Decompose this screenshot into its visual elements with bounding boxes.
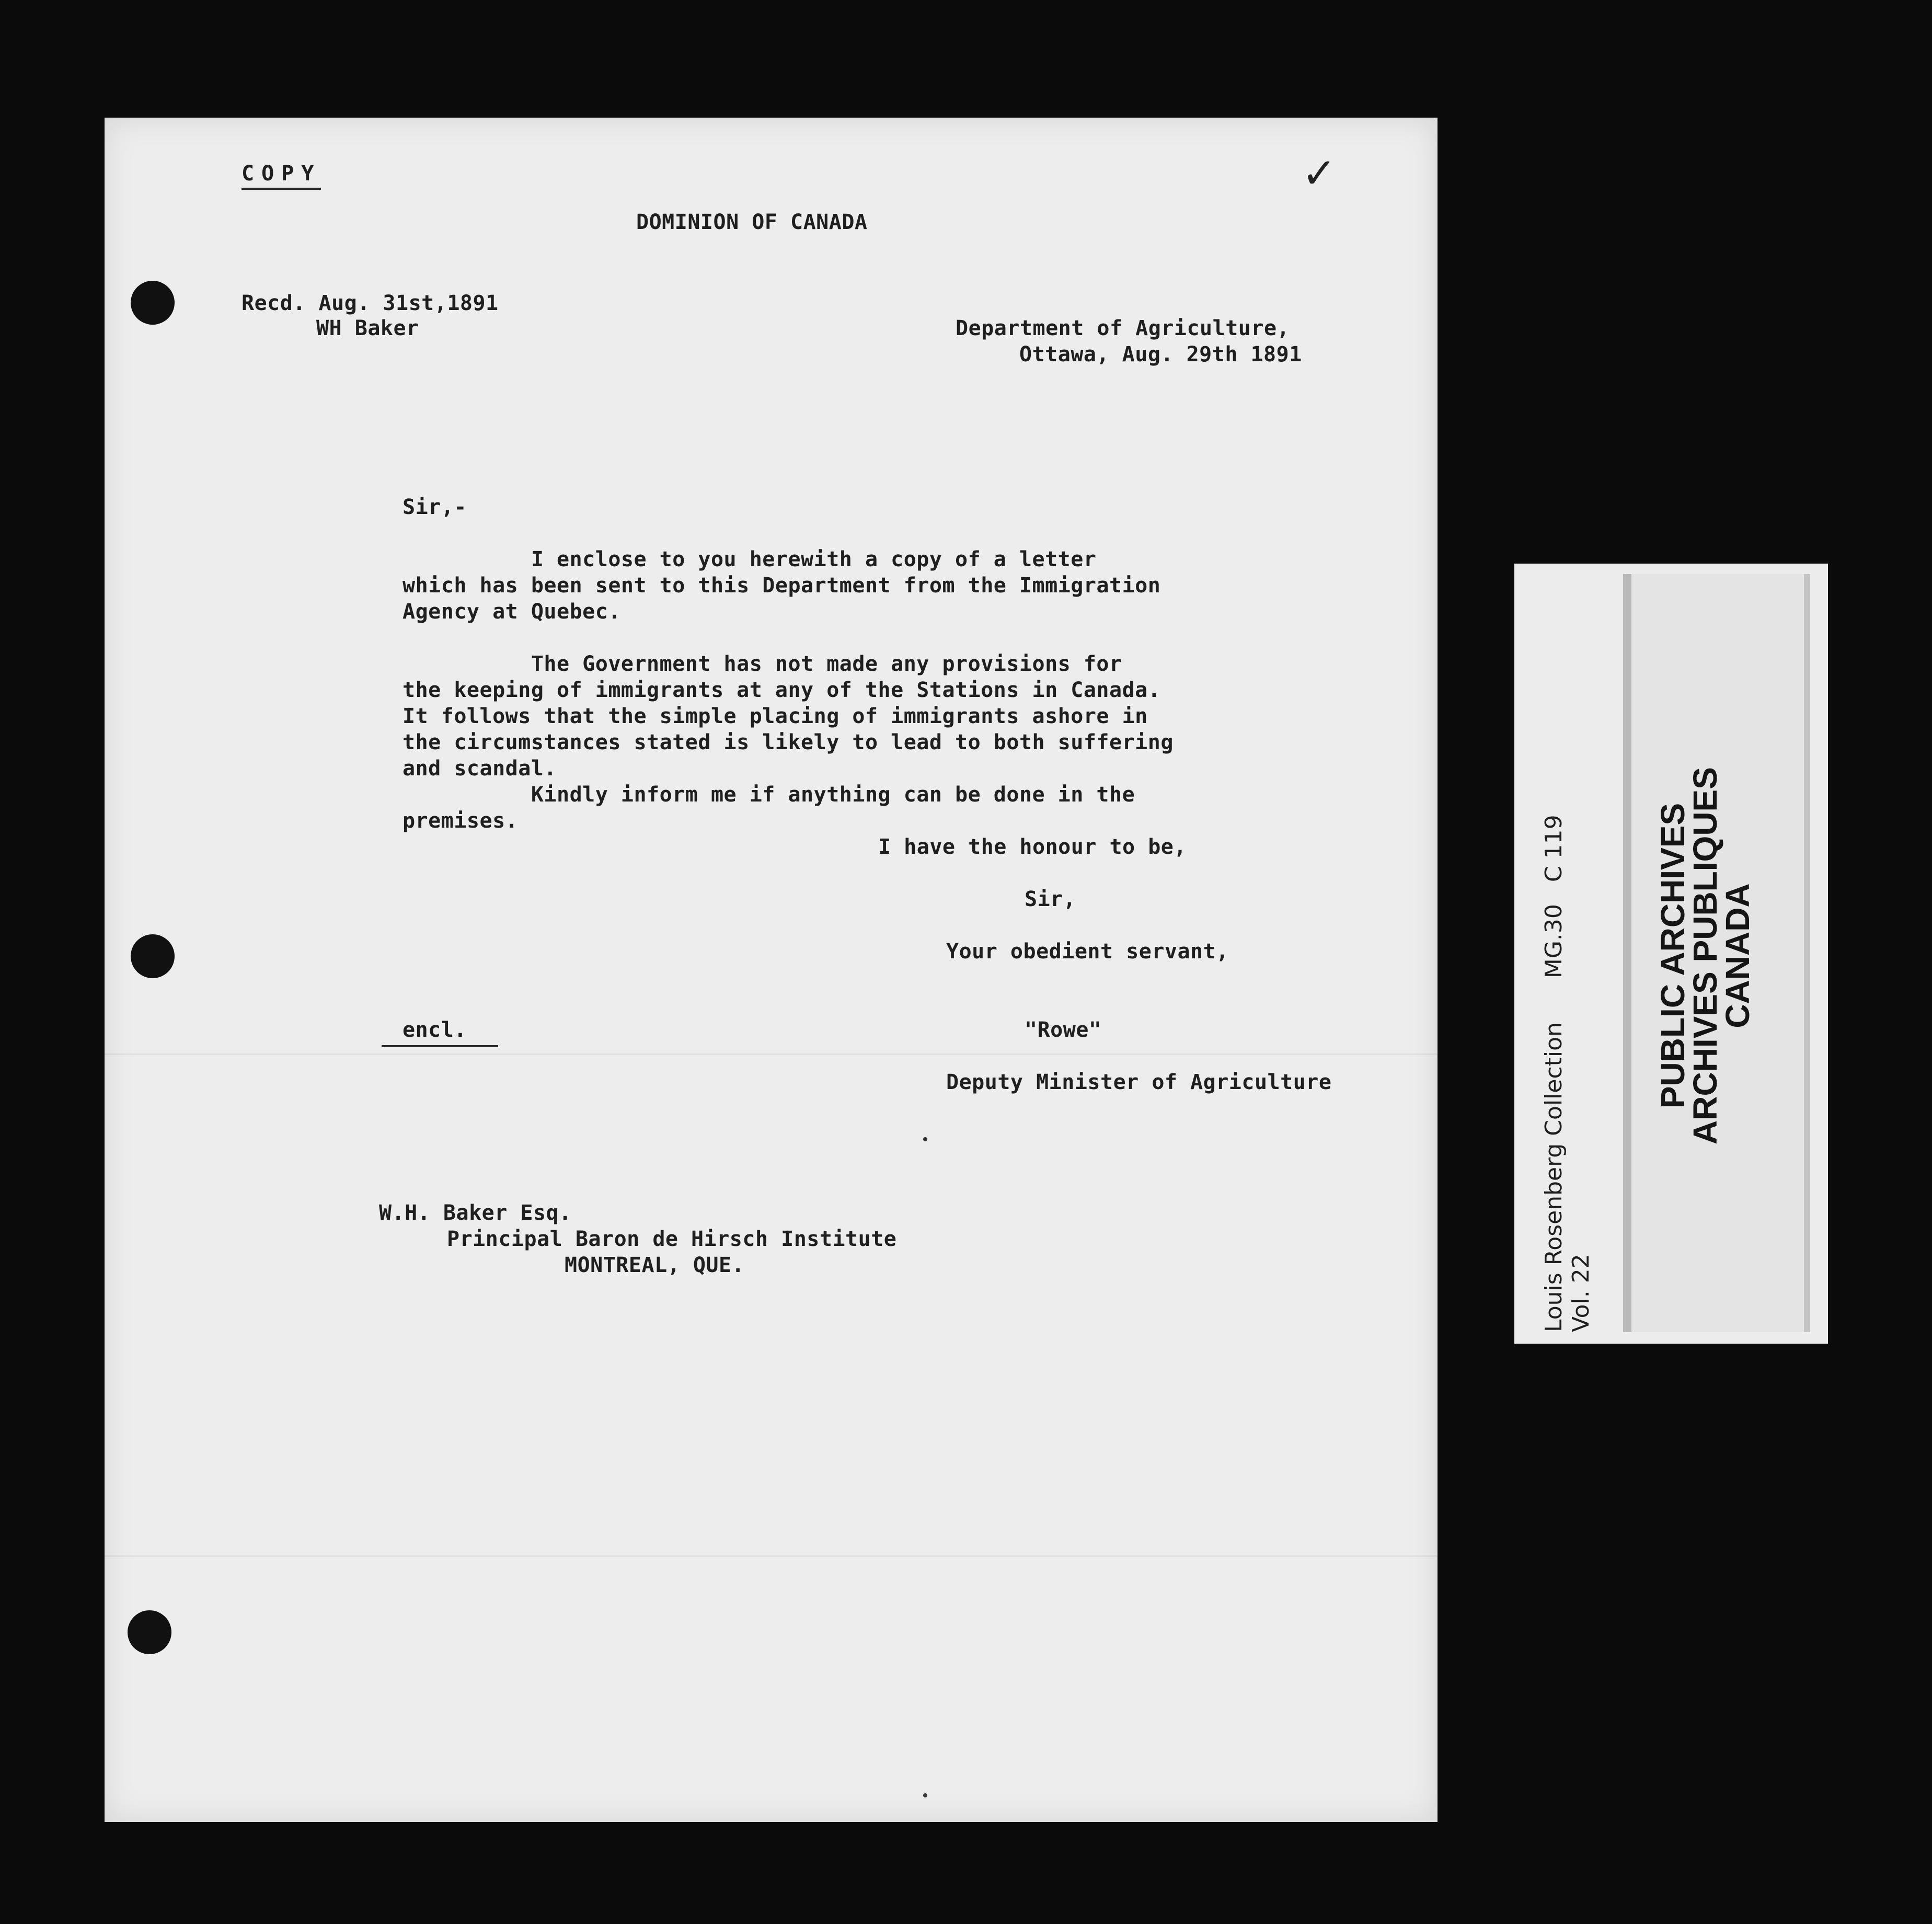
page-fold-line [105,1555,1438,1557]
body-paragraph-1 [402,546,1160,625]
label-archives-title [1654,747,1756,1165]
body-line: I enclose to you herewith a copy of a letter [402,547,1097,571]
salutation: Sir,- [402,495,467,519]
letter-heading: DOMINION OF CANADA [636,210,868,234]
punch-hole [131,281,175,325]
page-fold-line [105,1053,1438,1055]
body-line: premises. [402,809,519,833]
check-mark: ✓ [1302,149,1337,198]
label-archives-fr: ARCHIVES PUBLIQUES [1686,767,1724,1144]
body-paragraph-2 [402,651,1174,782]
sender-date: Ottawa, Aug. 29th 1891 [1019,342,1302,367]
body-line: Agency at Quebec. [402,600,621,624]
body-line: the keeping of immigrants at any of the Stations in Canada. [402,678,1161,702]
addressee-title: Principal Baron de Hirsch Institute [447,1227,897,1251]
speck [923,1137,927,1141]
body-line: and scandal. [402,757,557,781]
label-collection: Louis Rosenberg Collection [1540,1022,1567,1332]
punch-hole [128,1610,171,1654]
closing-line: I have the honour to be, [878,835,1187,859]
speck [923,1793,927,1797]
copy-mark: COPY [242,161,321,190]
label-collection-info [1540,815,1595,1332]
addressee-city: MONTREAL, QUE. [565,1253,745,1277]
archive-label [1514,564,1828,1344]
label-volume: Vol. 22 [1568,1254,1594,1332]
addressee-name: W.H. Baker Esq. [379,1201,572,1225]
signature: "Rowe" [1025,1018,1102,1042]
label-reference: MG.30 C 119 [1540,815,1567,979]
body-line: the circumstances stated is likely to lead to both suffering [402,730,1174,754]
label-country: CANADA [1719,883,1756,1028]
received-stamp-line1: Recd. Aug. 31st,1891 [242,291,499,315]
enclosure-note: encl. [382,1017,498,1047]
received-stamp-line2: WH Baker [316,316,419,340]
body-line: which has been sent to this Department from the Immigration [402,574,1161,598]
closing-sir: Sir, [1025,887,1076,911]
closing-servant: Your obedient servant, [946,940,1229,964]
body-line: The Government has not made any provisions for [402,652,1122,676]
signer-title: Deputy Minister of Agriculture [946,1070,1332,1094]
body-paragraph-3 [402,782,1135,834]
sender-department: Department of Agriculture, [956,316,1290,340]
body-line: Kindly inform me if anything can be done in the [402,783,1135,807]
label-archives-en: PUBLIC ARCHIVES [1654,803,1692,1109]
body-line: It follows that the simple placing of immigrants ashore in [402,704,1148,728]
punch-hole [131,934,175,978]
letter-page [105,118,1438,1822]
